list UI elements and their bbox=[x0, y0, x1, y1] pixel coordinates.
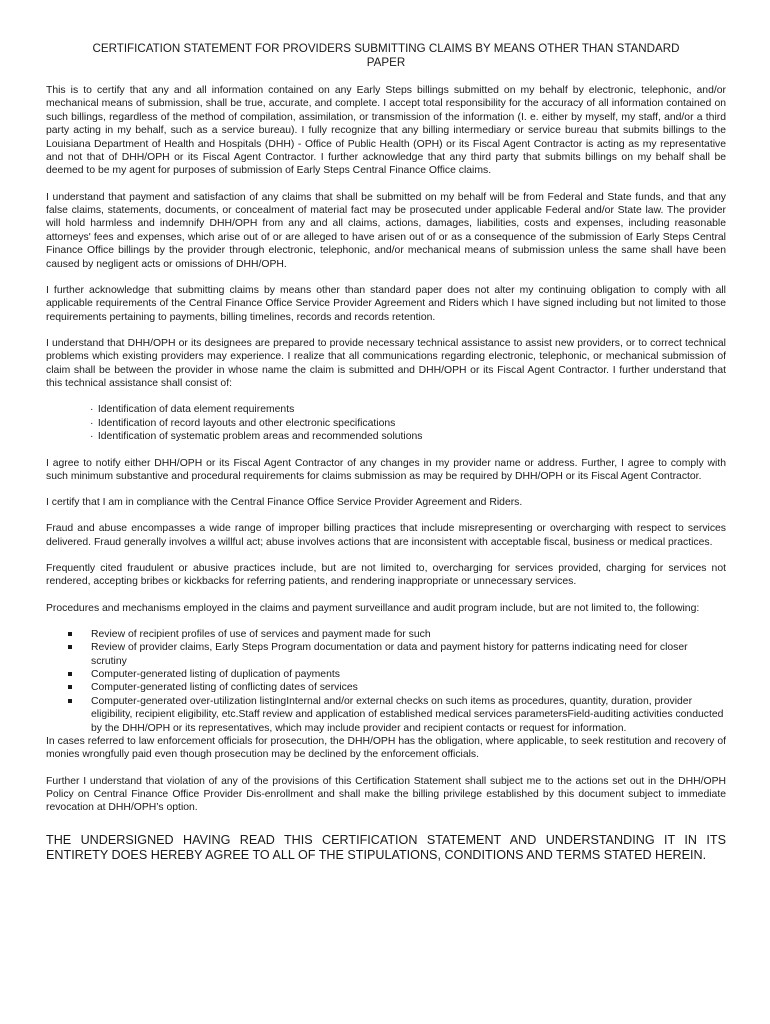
paragraph-compliance-obligation: I further acknowledge that submitting claims by means other than standard paper does not alter my continuing obligation to comply with all applicable requirements of the Central Finance Office Service Provider Agreement and Riders which I have signed including but not limited to those requirements pertaining to payments, billing timelines, records and records retention. bbox=[46, 284, 726, 323]
list-item-text: Identification of systematic problem areas and recommended solutions bbox=[97, 431, 423, 443]
square-bullet-icon bbox=[68, 685, 72, 689]
title-line-2: PAPER bbox=[366, 56, 406, 69]
list-item bbox=[46, 668, 726, 681]
square-bullet-icon bbox=[68, 672, 72, 676]
list-item bbox=[46, 628, 726, 641]
paragraph-technical-assistance: I understand that DHH/OPH or its designees are prepared to provide necessary technical assistance to assist new providers, or to correct technical problems which existing providers may experience. I realize that all communications regarding electronic, telephonic, or mechanical submission of claim shall be between the provider in whose name the claim is submitted and DHH/OPH or its Fiscal Agent Contractor. I further understand that this technical assistance shall consist of: bbox=[46, 337, 726, 390]
list-item-text: Review of recipient profiles of use of services and payment made for such bbox=[91, 628, 431, 640]
paragraph-fraudulent-practices: Frequently cited fraudulent or abusive practices include, but are not limited to, overcharging for services provided, charging for services not rendered, accepting bribes or kickbacks for referring patients, and rendering inappropriate or unnecessary services. bbox=[46, 562, 726, 588]
list-item bbox=[90, 430, 726, 443]
list-item-text: Computer-generated listing of duplication of payments bbox=[91, 668, 340, 680]
surveillance-list bbox=[46, 628, 726, 735]
list-item bbox=[90, 417, 726, 430]
list-item-text: Review of provider claims, Early Steps Program documentation or data and payment history for patterns indicating need for closer scrutiny bbox=[91, 642, 688, 667]
square-bullet-icon bbox=[68, 699, 72, 703]
list-item bbox=[46, 695, 726, 735]
paragraph-certify-compliance: I certify that I am in compliance with the Central Finance Office Service Provider Agreement and Riders. bbox=[46, 497, 523, 509]
paragraph-fraud-abuse: Fraud and abuse encompasses a wide range of improper billing practices that include misrepresenting or overcharging with respect to services delivered. Fraud generally involves a willful act; abuse involves actions that are inconsistent with acceptable fiscal, business or medical practices. bbox=[46, 523, 726, 548]
certification-document bbox=[46, 42, 726, 877]
bullet-dot-icon: · bbox=[90, 417, 94, 429]
list-item bbox=[46, 641, 726, 668]
paragraph-law-enforcement: In cases referred to law enforcement officials for prosecution, the DHH/OPH has the obligation, where applicable, to seek restitution and recovery of monies wrongfully paid even though prosecution may be declined by the enforcement officials. bbox=[46, 736, 726, 761]
square-bullet-icon bbox=[68, 632, 72, 636]
list-item bbox=[90, 403, 726, 416]
paragraph-procedures: Procedures and mechanisms employed in the claims and payment surveillance and audit program include, but are not limited to, the following: bbox=[46, 602, 700, 614]
title-line-1: CERTIFICATION STATEMENT FOR PROVIDERS SUBMITTING CLAIMS BY MEANS OTHER THAN STANDARD bbox=[92, 42, 680, 55]
document-title bbox=[46, 42, 726, 70]
list-item-text: Identification of record layouts and other electronic specifications bbox=[97, 417, 396, 429]
paragraph-certify-accuracy: This is to certify that any and all information contained on any Early Steps billings submitted on my behalf by electronic, telephonic, and/or mechanical means of submission, shall be true, accurate, and complete. I accept total responsibility for the accuracy of all information contained on such billings, regardless of the method of compilation, assimilation, or transmission of the information (I. e. either by myself, my staff, and/or a third party acting in my behalf, such as a service bureau). I fully recognize that any billing intermediary or service bureau that submits billings to the Louisiana Department of Health and Hospitals (DHH) - Office of Public Health (OPH) or its Fiscal Agent Contractor is acting as my representative and not that of DHH/OPH or its Fiscal Agent Contractor. I further acknowledge that any third party that submits billings on my behalf shall be deemed to be my agent for purposes of submission of Early Steps Central Finance Office claims. bbox=[46, 85, 726, 177]
list-item bbox=[46, 681, 726, 694]
paragraph-notify-changes: I agree to notify either DHH/OPH or its Fiscal Agent Contractor of any changes in my provider name or address. Further, I agree to comply with such minimum substantive and procedural requirements for claims submission as may be required by DHH/OPH or its Fiscal Agent Contractor. bbox=[46, 457, 726, 482]
bullet-dot-icon: · bbox=[90, 431, 94, 443]
closing-statement: THE UNDERSIGNED HAVING READ THIS CERTIFICATION STATEMENT AND UNDERSTANDING IT IN ITS ENTIRETY DOES HEREBY AGREE TO ALL OF THE STIPULATIONS, CONDITIONS AND TERMS STATED HEREIN. bbox=[46, 832, 726, 863]
square-bullet-icon bbox=[68, 645, 72, 649]
paragraph-violation: Further I understand that violation of any of the provisions of this Certification Statement shall subject me to the actions set out in the DHH/OPH Policy on Central Finance Office Provider Dis-enrollment and shall make the billing privilege established by this document subject to immediate revocation at DHH/OPH’s option. bbox=[46, 775, 726, 814]
technical-assistance-list bbox=[46, 403, 726, 443]
list-item-text: Identification of data element requirements bbox=[97, 404, 295, 416]
list-item-text: Computer-generated listing of conflicting dates of services bbox=[91, 682, 358, 694]
paragraph-payment-funds: I understand that payment and satisfaction of any claims that shall be submitted on my behalf will be from Federal and State funds, and that any false claims, statements, documents, or concealment of material fact may be prosecuted under applicable Federal and/or State law. The provider will hold harmless and indemnify DHH/OPH from any and all claims, actions, damages, liabilities, costs and expenses, including reasonable attorneys' fees and expenses, which arise out of or are alleged to have arisen out of or as a consequence of the submission of Early Steps Central Finance Office billings by the provider through electronic, telephonic, and/or mechanical means of submission unless the same shall have been caused by negligent acts or omissions of DHH/OPH. bbox=[46, 191, 726, 270]
list-item-text: Computer-generated over-utilization listingInternal and/or external checks on such items as procedures, quantity, duration, provider eligibility, recipient eligibility, etc.Staff review and application of established medical services parametersField-auditing activities conducted by the DHH/OPH or its representatives, which may include provider and recipient contacts or request for information. bbox=[91, 695, 724, 734]
bullet-dot-icon: · bbox=[90, 404, 94, 416]
